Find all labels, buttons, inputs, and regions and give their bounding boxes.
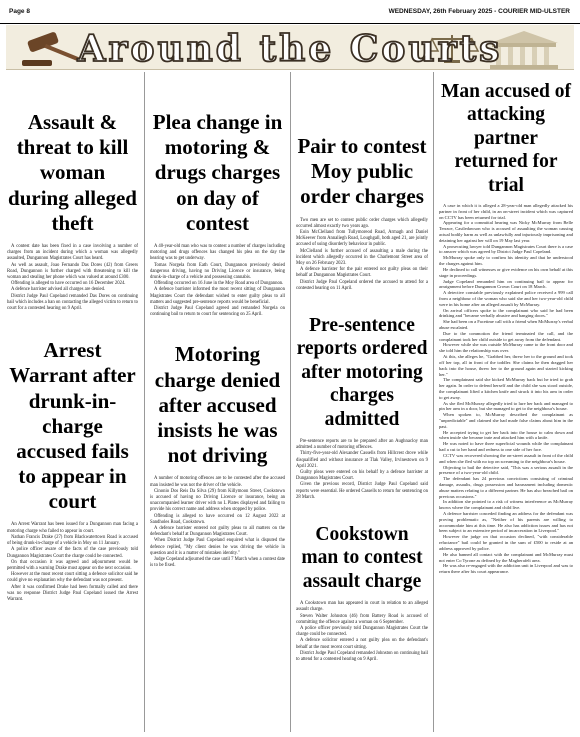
paragraph: Thirty-five-year-old Alexander Cassells from Hillcrest drove while disqualified and without insurance at Tlak Valley, Irvinestown on 9 April 2021. <box>296 451 428 469</box>
headline: Arrest Warrant after drunk-in-charge accused fails to appear in court <box>9 338 136 514</box>
paragraph: He accepted trying to get her back into the house to calm down and when inside she became irate and attacked him with a knife. <box>439 429 573 441</box>
paragraph: A police officer previously told Dungannon Magistrates Court the charge could be connected. <box>296 625 428 638</box>
article-motoring-denied <box>150 342 285 569</box>
paragraph: Appearing for a committal hearing was Nicky McMurray from Belle Terrace, Castledawson who is accused of assaulting the woman causing actual bodily harm as well as unlawfully and injuriously imprisoning and detaining her against her will on 19 May last year. <box>439 220 573 243</box>
paragraph: A number of motoring offences are to be contested after the accused man insisted he was not the driver of the vehicle. <box>150 476 285 488</box>
article-partner-trial <box>439 80 573 575</box>
paragraph: Judge Copeland remanded him on continuing bail to appear for arraignment before Dungannon Crown Court on 18 March. <box>439 278 573 290</box>
paragraph: A defence barrister entered not guilty pleas to all matters on the defendant's behalf at Dungannon Magistrates Court. <box>150 525 285 538</box>
article-body <box>7 244 138 312</box>
headline: Man accused of attacking partner returned for trial <box>441 81 571 196</box>
column-1 <box>7 72 138 732</box>
paragraph: Two men are set to contest public order charges which allegedly occurred almost exactly two years ago. <box>296 217 428 229</box>
article-body <box>150 244 285 318</box>
column-4 <box>439 72 573 732</box>
paragraph: At this, she alleges he, "Grabbed her, threw her to the ground and took off her top, all in front of the toddler. She claims he then dragged her back into the house, threw her to the ground again and started kicking her." <box>439 354 573 377</box>
paragraph: He was also re-engaged with the addiction unit in Liverpool and was to return there after his court appearance. <box>439 563 573 575</box>
paragraph: Offending is alleged to have occurred on 12 August 2022 at Sandholes Road, Cookstown. <box>150 513 285 525</box>
column-rule <box>433 72 434 732</box>
paragraph: He declined to call witnesses or give evidence on his own behalf at this stage in proceedings. <box>439 266 573 278</box>
paragraph: A case in which it is alleged a 28-year-old man allegedly attacked his partner in front of her child, in an on-street incident which was captured on CCTV has been returned for trial. <box>439 202 573 220</box>
paragraph: The complainant said she kicked McMurray back but he tried to grab her again. In order to defend herself and the child she was stood outside, the complainant lifted a kitchen knife and struck it into his arm in order to get away. <box>439 377 573 400</box>
paragraph: However at the most recent court sitting a defence solicitor said he could give no explanation why the defendant was not present. <box>7 572 138 584</box>
headline: Motoring charge denied after accused insists he was not driving <box>154 342 281 468</box>
article-body <box>7 522 138 603</box>
paragraph: When spoken to, McMurray described the complainant as "unpredictable" and claimed she had made false claims about him in the past. <box>439 412 573 429</box>
paragraph: He was noted to have three superficial wounds while the complainant had a cut to her hand and redness to one side of her face. <box>439 441 573 453</box>
paragraph: On arrival officers spoke to the complainant who said he had been drinking and "became verbally abusive and banging doors." <box>439 307 573 319</box>
paragraph: When District Judge Paul Copeland enquired what is disputed the defence replied, "My client denies he was driving the vehicle in question and it is a matter of mistaken identity." <box>150 538 285 556</box>
paragraph: Cinonio Dos Reis Da Silva (29) from Killymoon Street, Cookstown is accused of having no Driving Licence or insurance, being an unaccompanied learner driver with no L Plates displayed and failing to provide his correct name and address when stopped by police. <box>150 488 285 513</box>
column-rule <box>290 72 291 732</box>
headline: Assault & threat to kill woman during alleged theft <box>8 110 137 235</box>
headline: Cookstown man to contest assault charge <box>301 523 423 592</box>
paragraph: Objecting to bail the detective said, "This was a serious assault in the presence of a two-year-old child. <box>439 464 573 476</box>
article-body <box>296 601 428 663</box>
column-2 <box>150 72 285 732</box>
paragraph: In addition she pointed to a risk of witness interference as McMurray knows where the complainant and child live. <box>439 499 573 511</box>
paragraph: As she fled McMurray allegedly tried to lure her back and managed to pin her arm in a door, but she managed to get to the neighbour's house. <box>439 400 573 412</box>
article-plea-change <box>150 110 285 318</box>
paragraph: A police officer aware of the facts of the case previously told Dungannon Magistrates Court the charge could be connected. <box>7 547 138 559</box>
paragraph: The defendant has 24 previous convictions consisting of criminal damage, assaults, drugs possession and harassment including domestic abuse matters relating to a different partner. He has also breached bail on previous occasions." <box>439 476 573 499</box>
paragraph: A contest date has been fixed in a case involving a number of charges from an incident during which a woman was allegedly assaulted, Dungannon Magistrates Court has heard. <box>7 243 138 262</box>
paragraph: District Judge Paul Copeland ordered the accused to attend for a contested hearing on 11 April. <box>296 279 428 291</box>
paragraph: Due to the commotion the friend terminated the call, and the complainant took her child outside to get away from the defendant. <box>439 330 573 342</box>
paragraph: CCTV was recovered showing the on-street assault in front of the child and when she fled with no top on screaming to the neighbour's house. <box>439 452 573 464</box>
article-pre-sentence <box>296 314 428 501</box>
article-body <box>296 218 428 292</box>
paragraph: Offending occurred on 16 June in the Moy Road area of Dungannon. <box>154 281 284 287</box>
paragraph: Judge Copeland adjourned the case until 7 March when a contest date is to be fixed. <box>150 556 285 569</box>
headline: Pre-sentence reports ordered after motoring charges admitted <box>296 315 428 430</box>
banner-title: Around the Courts <box>77 28 503 70</box>
paragraph: Pre-sentence reports are to be prepared after an Aughnacloy man admitted a number of motoring offences. <box>296 438 428 451</box>
paragraph: She had been on a Facetime call with a friend when McMurray's verbal abuse escalated. <box>439 319 573 331</box>
paragraph: An Arrest Warrant has been issued for a Dungannon man facing a motoring charge who failed to appear in court. <box>7 522 138 534</box>
page-number: Page 8 <box>9 8 30 15</box>
article-cookstown-assault <box>296 523 428 663</box>
article-body <box>150 476 285 569</box>
page-header <box>0 0 580 24</box>
paragraph: Steven Walter Johnston (46) from Battery Road is accused of committing the offence against a woman on 6 September. <box>296 613 428 625</box>
article-body <box>439 203 573 575</box>
paragraph: Nathan Francis Drake (27) from Blackwatertown Road is accused of being drunk-in-charge of a vehicle in Moy on 11 January. <box>7 534 138 547</box>
paragraph: As well as assault, Joao Fernando Das Dores (42) from Greers Road, Dungannon is further charged with threatening to kill the woman and stealing her phone which was valued at around £300. <box>7 262 138 280</box>
section-banner <box>6 25 574 70</box>
paragraph: A 40-year-old man who was to contest a number of charges including motoring and drugs offences has changed his plea on the day the hearing was to get underway. <box>150 243 285 262</box>
paragraph: McMurray spoke only to confirm his identity and that he understood the charges against him. <box>439 255 573 267</box>
paragraph: Eoin McClelland from Tullymoreod Road, Armagh and Daniel McKeever from Annaliegh Road, Loughgall, both aged 21, are jointly accused of using disorderly behaviour in public. <box>296 229 428 248</box>
paragraph: A defence barrister informed the most recent sitting of Dungannon Magistrates Court the defendant wished to enter guilty pleas to all matters and suggested pre-sentence reports would be beneficial. <box>150 287 285 305</box>
column-3 <box>296 72 428 732</box>
paragraph: Tomas Norgela from Eath Court, Dungannon previously denied dangerous driving, having no Driving Licence or insurance, being drunk-in-charge of a vehicle and possessing cannabis. <box>150 262 285 280</box>
headline: Pair to contest Moy public order charges <box>297 134 427 209</box>
article-moy-public-order <box>296 134 428 292</box>
paragraph: However the judge on that occasion declined, "with considerable reluctance" bail could be granted in the sum of £500 to reside at an address approved by police. <box>439 534 573 551</box>
paragraph: After it was confirmed Drake had been formally called and there was no response District Judge Paul Copeland issued the Arrest Warrant. <box>7 584 138 602</box>
paragraph: Offending is alleged to have occurred on 16 December 2024. <box>11 281 126 287</box>
article-body <box>296 439 428 501</box>
paragraph: A Cookstown man has appeared in court in relation to an alleged assault charge. <box>296 601 428 613</box>
paragraph: District Judge Paul Copeland agreed and remanded Norgela on continuing bail to return to court for sentencing on 25 April. <box>150 305 285 318</box>
paragraph: On that occasion it was agreed and adjournment would be permitted with a warning Drake must appear on the next occasion. <box>7 559 138 571</box>
paragraph: District Judge Paul Copeland remanded Johnston on continuing bail to attend for a contested hearing on 9 April. <box>296 650 428 662</box>
paragraph: A prosecuting lawyer told Dungannon Magistrates Court there is a case to answer which was agreed by District Judge Paul Copeland. <box>439 243 573 255</box>
headline: Plea change in motoring & drugs charges on day of contest <box>152 110 283 235</box>
article-assault-threat <box>7 110 138 312</box>
paragraph: A defence barrister conceded finding an address for the defendant was proving problematic as, "Neither of his parents are willing to accommodate him at this time. He also has addiction issues and has not been subject to an extensive period of incarceration in Liverpool." <box>439 511 573 534</box>
paragraph: A defence solicitor entered a not guilty plea on the defendant's behalf at the most recent court sitting. <box>296 638 428 650</box>
paragraph: Guilty pleas were entered on his behalf by a defence barrister at Dungannon Magistrates Court. <box>296 469 428 482</box>
paragraph: McClelland is further accused of assaulting a male during the incident which allegedly occurred in the Charlemont Street area of Moy on 26 February 2023. <box>296 248 428 266</box>
paragraph: A defence barrister advised all charges are denied. <box>11 287 106 293</box>
paragraph: Given the previous record, District Judge Paul Copeland said reports were essential. He ordered Cassells to return for sentencing on 28 March. <box>296 482 428 500</box>
paragraph: He also banned all contact with the complainant and McMurray must not enter Co Tyrone as defined by the Magherafelt area. <box>439 551 573 563</box>
paragraph: However while she was outside McMurray came to the front door and she told him the relationship was over. <box>439 342 573 354</box>
paragraph: A defence barrister for the pair entered not guilty pleas on their behalf at Dungannon Magistrates Court. <box>296 267 428 279</box>
paragraph: District Judge Paul Copeland remanded Das Dores on continuing bail which includes a ban on contacting the alleged victim to return to court for a contested hearing on 9 April. <box>7 293 138 311</box>
dateline: WEDNESDAY, 26th February 2025 - COURIER MID-ULSTER <box>388 8 570 15</box>
paragraph: A detective constable previously explained police received a 999 call from a neighbour of the woman who said she and her two-year-old child were in his home after an alleged assault by McMurray. <box>439 290 573 307</box>
article-arrest-warrant <box>7 338 138 603</box>
column-rule <box>144 72 145 732</box>
